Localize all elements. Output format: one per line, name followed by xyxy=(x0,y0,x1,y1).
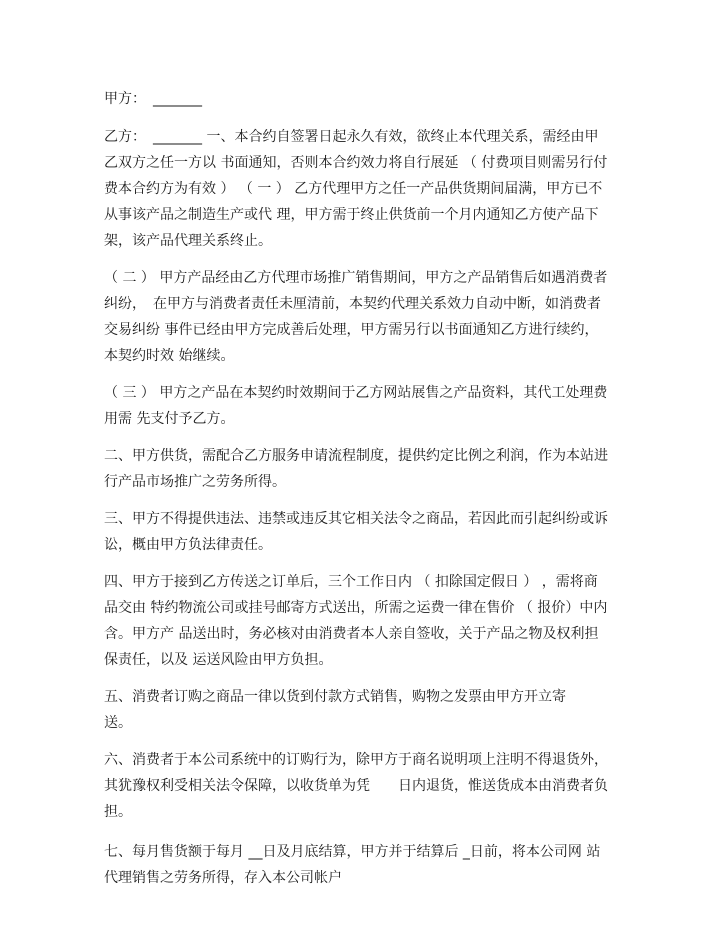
article-5: 五、消费者订购之商品一律以货到付款方式销售，购物之发票由甲方开立寄 送。 xyxy=(104,689,566,731)
contract-document xyxy=(104,86,613,902)
article-3: 三、甲方不得提供违法、违禁或违反其它相关法令之商品，若因此而引起纠纷或诉 讼，概由甲方负法律责任。 xyxy=(104,511,613,553)
article-6: 六、消费者于本公司系统中的订购行为，除甲方于商名说明项上注明不得退货外， 其犹豫权利受相关法令保障，以收货单为凭 日内退货，惟送货成本由消费者负 担。 xyxy=(104,752,608,820)
article-7: 七、每月售货额于每月 __日及月底结算，甲方并于结算后 _日前，将本公司网 站代理销售之劳务所得，存入本公司帐户 xyxy=(104,844,601,886)
article-4: 四、甲方于接到乙方传送之订单后，三个工作日内 （ 扣除国定假日 ） ，需将商品交由 特约物流公司或挂号邮寄方式送出，所需之运费一律在售价 （ 报价）中内含。甲方产 品送出时，务必核对由消费者本人亲自签收，关于产品之物及权利担保责任，以及 运送风险由甲方负担。 xyxy=(104,574,608,668)
article-2: 二、甲方供货，需配合乙方服务申请流程制度，提供约定比例之利润，作为本站进 行产品市场推广之劳务所得。 xyxy=(104,448,613,490)
clause-2: （ 二 ） 甲方产品经由乙方代理市场推广销售期间，甲方之产品销售后如遇消费者纠纷， 在甲方与消费者责任未厘清前，本契约代理关系效力自动中断，如消费者交易纠纷 事件已经由甲方完成善后处理，甲方需另行以书面通知乙方进行续约，本契约时效 始继续。 xyxy=(104,270,608,364)
party-b-article-1: 乙方： _______ 一、本合约自签署日起永久有效，欲终止本代理关系，需经由甲乙双方之任一方以 书面通知，否则本合约效力将自行展延 （ 付费项目则需另行付费本合约方为有效 ） （ 一 ） 乙方代理甲方之任一产品供货期间届满，甲方已不从事该产品之制造生产或代 理，甲方需于终止供货前一个月内通知乙方使产品下架，该产品代理关系终止。 xyxy=(104,129,608,249)
clause-3: （ 三 ） 甲方之产品在本契约时效期间于乙方网站展售之产品资料，其代工处理费用需 先支付予乙方。 xyxy=(104,385,608,427)
party-a-line: 甲方： _______ xyxy=(104,91,202,107)
